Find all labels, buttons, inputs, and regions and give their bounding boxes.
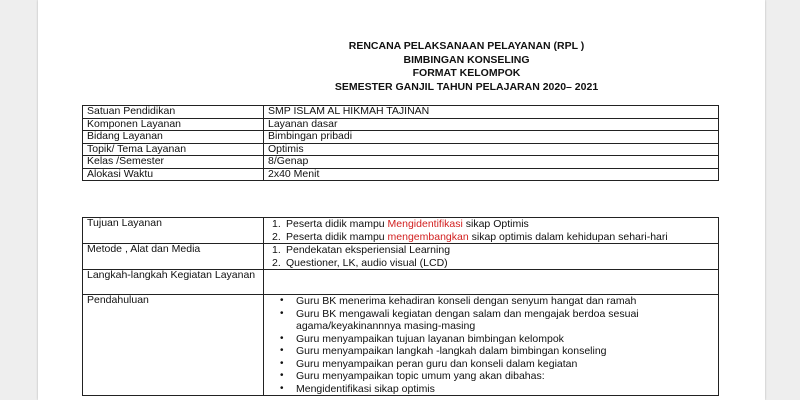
row-label: Komponen Layanan xyxy=(83,118,264,131)
item-number: 1. xyxy=(272,218,281,230)
item-text: Guru menyampaikan tujuan layanan bimbingan kelompok xyxy=(296,332,564,345)
list-item xyxy=(268,257,718,270)
item-text: Guru BK menerima kehadiran konseli dengan senyum hangat dan ramah xyxy=(296,295,637,307)
tujuan-content xyxy=(264,218,719,244)
list-item xyxy=(268,231,718,244)
metode-content xyxy=(264,244,719,270)
list-item xyxy=(268,218,718,231)
table-row xyxy=(83,244,719,270)
row-value: Optimis xyxy=(264,143,719,156)
list-item xyxy=(268,358,718,371)
langkah-label: Langkah-langkah Kegiatan Layanan xyxy=(83,270,264,295)
item-text: sikap optimis dalam kehidupan sehari-hari xyxy=(468,230,668,243)
highlight-text: mengembangkan xyxy=(387,230,469,243)
tujuan-label: Tujuan Layanan xyxy=(83,218,264,244)
bullet-icon: • xyxy=(280,382,284,394)
identity-table xyxy=(82,105,719,181)
list-item xyxy=(268,345,718,358)
item-number: 2. xyxy=(272,256,281,269)
table-row xyxy=(83,131,719,144)
item-text: Guru menyampaikan topic umum yang akan dibahas: xyxy=(296,370,545,382)
row-label: Bidang Layanan xyxy=(83,131,264,144)
item-number: 1. xyxy=(272,244,281,256)
langkah-content xyxy=(264,270,719,295)
heading-line-3: FORMAT KELOMPOK xyxy=(412,67,521,79)
bullet-icon: • xyxy=(280,357,284,369)
item-text: Peserta didik mampu xyxy=(286,218,388,230)
metode-label: Metode , Alat dan Media xyxy=(83,244,264,270)
item-number: 2. xyxy=(272,230,281,243)
highlight-text: Mengidentifikasi xyxy=(387,218,463,230)
pendahuluan-list xyxy=(268,295,718,395)
row-label: Kelas /Semester xyxy=(83,156,264,169)
table-row xyxy=(83,295,719,396)
heading-line-2: BIMBINGAN KONSELING xyxy=(403,53,530,66)
bullet-icon: • xyxy=(280,345,284,356)
item-text: Guru menyampaikan langkah -langkah dalam bimbingan konseling xyxy=(296,345,607,357)
item-text: Guru BK mengawali kegiatan dengan salam dan mengajak berdoa sesuai agama/keyakinannnya masing-masing xyxy=(296,307,639,332)
activity-table xyxy=(82,217,719,396)
item-text: Mengidentifikasi sikap optimis xyxy=(296,382,435,395)
table-row xyxy=(83,118,719,131)
item-text: Pendekatan eksperiensial Learning xyxy=(286,244,451,256)
bullet-icon: • xyxy=(280,332,284,344)
row-value: 8/Genap xyxy=(264,156,719,169)
table-row xyxy=(83,168,719,181)
row-value: SMP ISLAM AL HIKMAH TAJINAN xyxy=(264,106,719,119)
item-text: Peserta didik mampu xyxy=(286,230,388,243)
table-row xyxy=(83,156,719,169)
row-value: Bimbingan pribadi xyxy=(264,131,719,144)
table-row xyxy=(83,106,719,119)
list-item xyxy=(268,333,718,346)
heading-line-4: SEMESTER GANJIL TAHUN PELAJARAN 2020– 2021 xyxy=(334,80,599,93)
row-value: Layanan dasar xyxy=(264,118,719,131)
row-value: 2x40 Menit xyxy=(264,168,719,181)
pendahuluan-content xyxy=(264,295,719,396)
document-heading xyxy=(38,40,765,94)
item-text: sikap Optimis xyxy=(462,218,529,230)
table-row xyxy=(83,218,719,244)
metode-list xyxy=(268,244,718,269)
pendahuluan-label: Pendahuluan xyxy=(83,295,264,396)
list-item xyxy=(268,308,718,333)
list-item xyxy=(268,295,718,308)
bullet-icon: • xyxy=(280,370,284,381)
item-text: Questioner, LK, audio visual (LCD) xyxy=(286,256,448,269)
document-page xyxy=(38,0,765,400)
bullet-icon: • xyxy=(280,307,284,319)
tujuan-list xyxy=(268,218,718,243)
row-label: Alokasi Waktu xyxy=(83,168,264,181)
table-row xyxy=(83,143,719,156)
list-item xyxy=(268,370,718,383)
row-label: Topik/ Tema Layanan xyxy=(83,143,264,156)
list-item xyxy=(268,244,718,257)
item-text: Guru menyampaikan peran guru dan konseli dalam kegiatan xyxy=(296,357,578,370)
table-row xyxy=(83,270,719,295)
bullet-icon: • xyxy=(280,295,284,306)
row-label: Satuan Pendidikan xyxy=(83,106,264,119)
list-item xyxy=(268,383,718,396)
heading-line-1: RENCANA PELAKSANAAN PELAYANAN (RPL ) xyxy=(348,40,585,52)
